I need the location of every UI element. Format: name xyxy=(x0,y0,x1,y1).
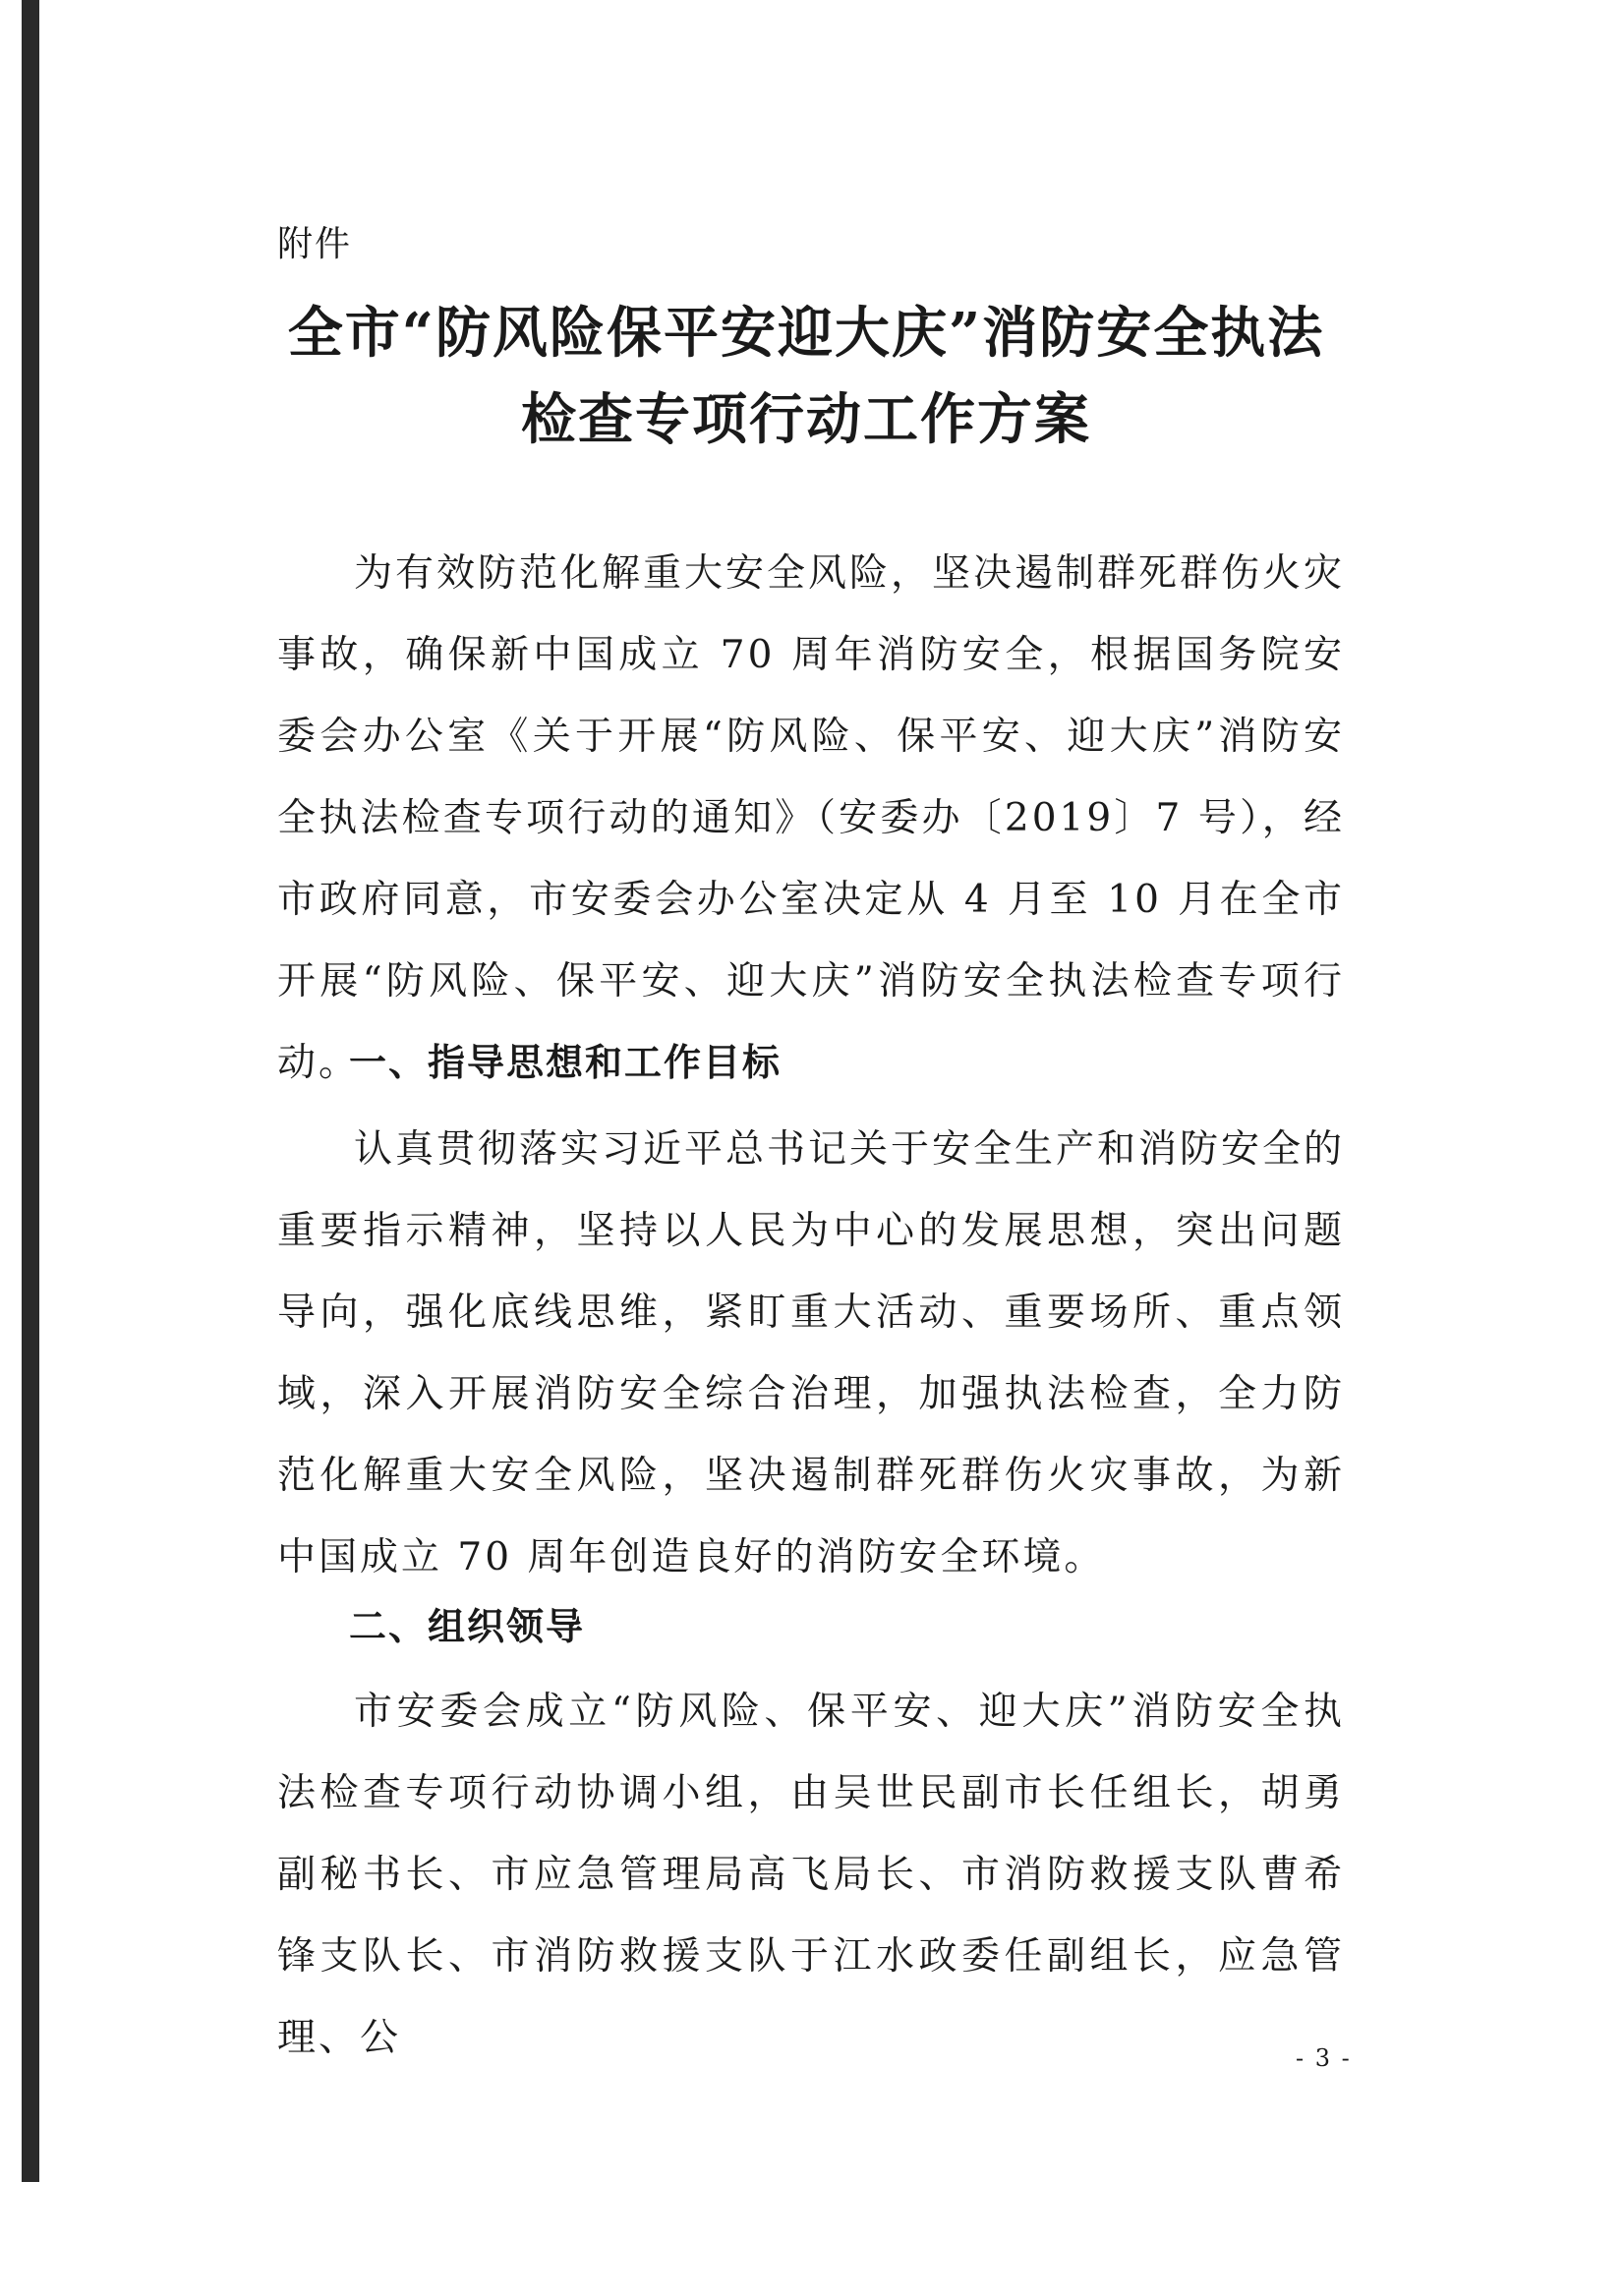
section-2-paragraph: 市安委会成立“防风险、保平安、迎大庆”消防安全执法检查专项行动协调小组，由吴世民副市长任组长，胡勇副秘书长、市应急管理局高飞局长、市消防救援支队曹希锋支队长、市消防救援支队于江水政委任副组长，应急管理、公 xyxy=(277,1690,1345,2060)
document-title xyxy=(197,290,1416,463)
intro-paragraph: 为有效防范化解重大安全风险，坚决遏制群死群伤火灾事故，确保新中国成立 70 周年消防安全，根据国务院安委会办公室《关于开展“防风险、保平安、迎大庆”消防安全执法检查专项行动的通知》（安委办〔2019〕7 号），经市政府同意，市安委会办公室决定从 4 月至 10 月在全市开展“防风险、保平安、迎大庆”消防安全执法检查专项行动。 xyxy=(277,551,1346,1085)
attachment-label: 附件 xyxy=(277,224,353,264)
section-1-paragraph: 认真贯彻落实习近平总书记关于安全生产和消防安全的重要指示精神，坚持以人民为中心的发展思想，突出问题导向，强化底线思维，紧盯重大活动、重要场所、重点领域，深入开展消防安全综合治理，加强执法检查，全力防范化解重大安全风险，坚决遏制群死群伤火灾事故，为新中国成立 70 周年创造良好的消防安全环境。 xyxy=(277,1127,1346,1579)
section-2-heading: 二、组织领导 xyxy=(349,1605,586,1648)
title-line-1: 全市“防风险保平安迎大庆”消防安全执法 xyxy=(287,301,1325,366)
section-1-heading: 一、指导思想和工作目标 xyxy=(349,1041,783,1084)
page-number: - 3 - xyxy=(1296,2044,1352,2072)
title-line-2: 检查专项行动工作方案 xyxy=(521,387,1091,452)
